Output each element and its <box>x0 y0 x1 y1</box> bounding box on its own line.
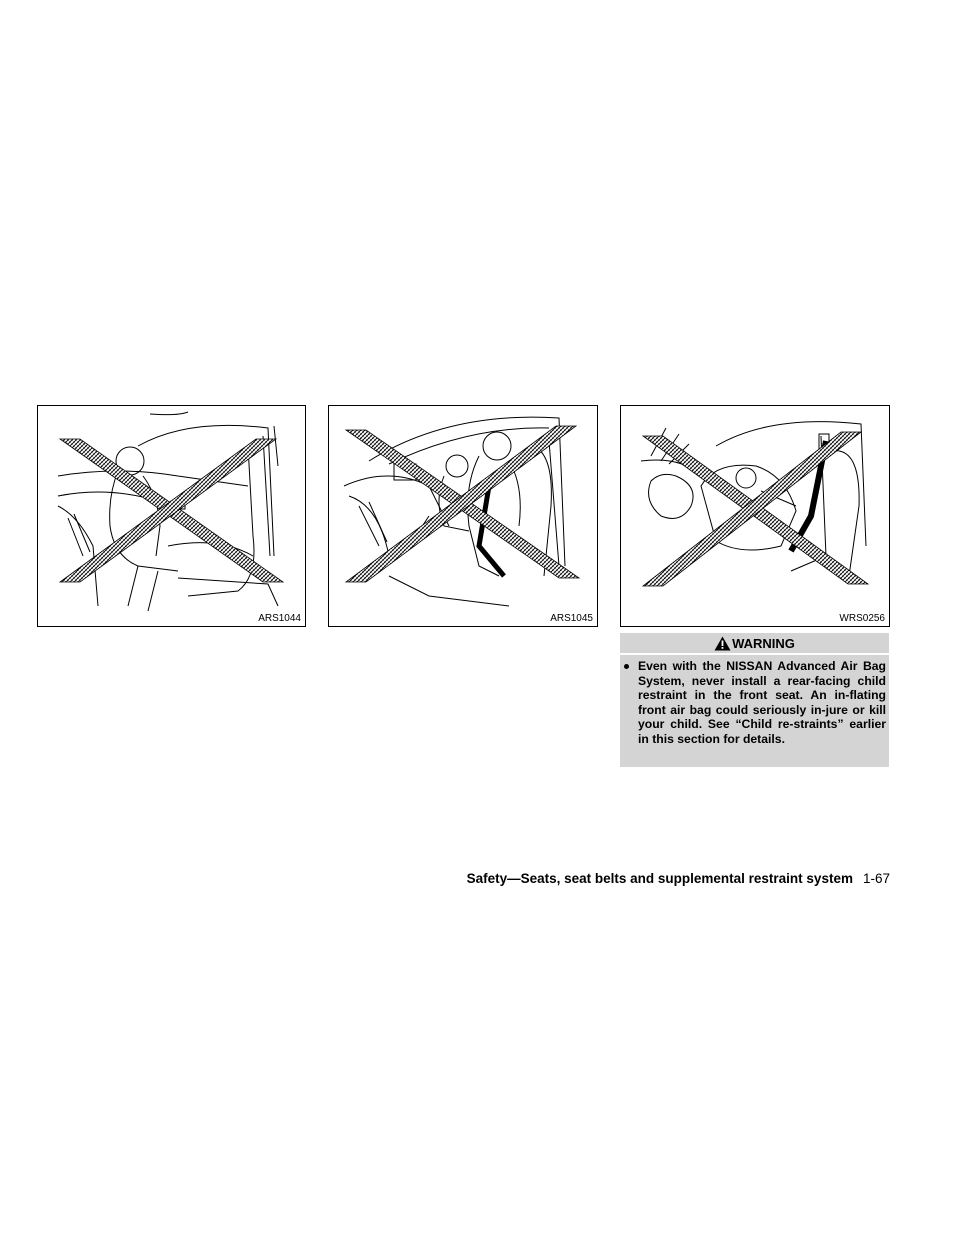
warning-title: WARNING <box>732 635 795 651</box>
illustration-rear-facing-child-seat <box>620 405 890 627</box>
page-footer <box>467 871 890 886</box>
warning-header <box>620 633 889 655</box>
illustration-unbelted-passenger <box>37 405 306 627</box>
figure-code: ARS1044 <box>258 613 301 624</box>
warning-text: Even with the NISSAN Advanced Air Bag System, never install a rear-facing child restraint in the front seat. An in-flating front air bag could seriously in-jure or kill your child. See “Child re-straints” earlier in this section for details. <box>638 659 886 746</box>
page-number: 1-67 <box>862 871 890 886</box>
illustration-child-on-lap <box>328 405 598 627</box>
bullet-icon <box>624 664 629 669</box>
warning-box <box>620 633 889 767</box>
figure-2-drawing <box>329 406 597 626</box>
figure-3-drawing <box>621 406 889 626</box>
warning-list-item <box>620 655 889 747</box>
figure-code: WRS0256 <box>839 613 885 624</box>
warning-triangle-icon <box>714 636 731 651</box>
figure-code: ARS1045 <box>550 613 593 624</box>
figure-1-drawing <box>38 406 305 626</box>
section-title: Safety—Seats, seat belts and supplemental restraint system <box>466 871 853 886</box>
